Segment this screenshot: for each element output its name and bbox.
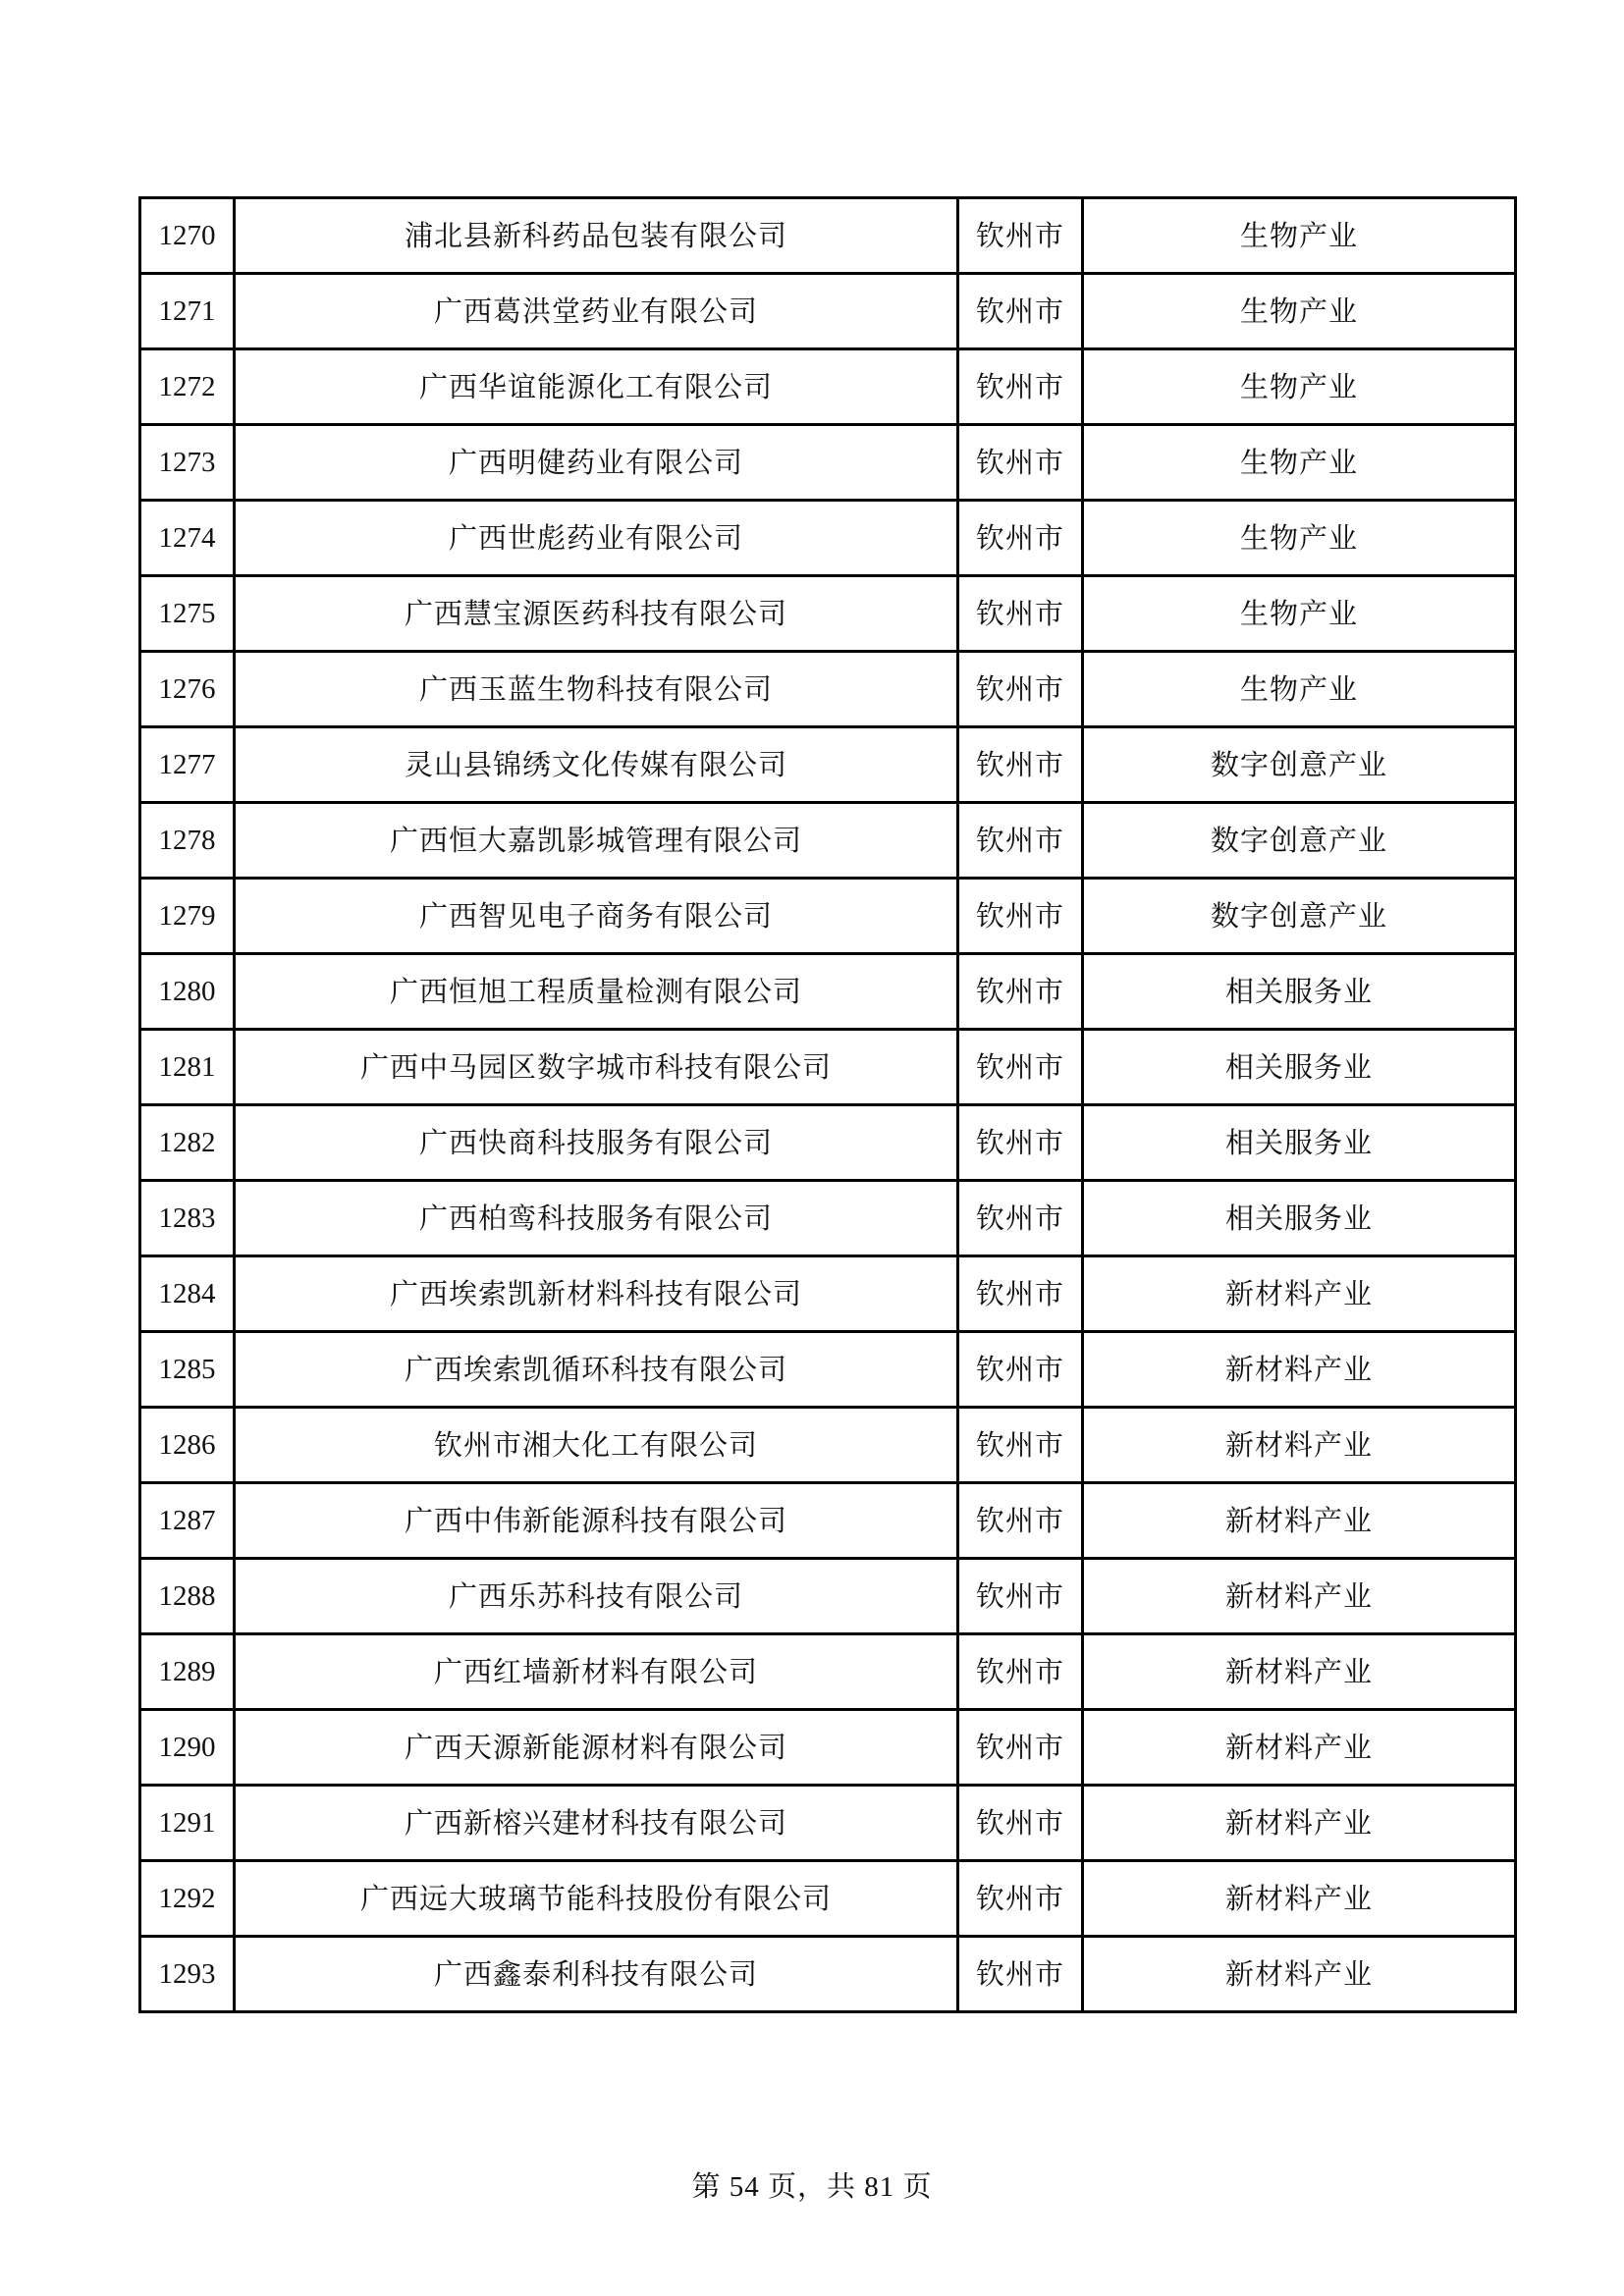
company-name: 广西天源新能源材料有限公司 [235,1710,958,1786]
city: 钦州市 [958,349,1083,425]
industry-category: 相关服务业 [1083,954,1516,1030]
company-name: 广西乐苏科技有限公司 [235,1559,958,1634]
industry-category: 生物产业 [1083,501,1516,576]
page-footer [0,2164,1624,2205]
city: 钦州市 [958,954,1083,1030]
table-row [140,1408,1516,1483]
table-row [140,274,1516,349]
row-number: 1275 [140,576,235,652]
city: 钦州市 [958,198,1083,274]
city: 钦州市 [958,652,1083,727]
row-number: 1281 [140,1030,235,1105]
company-name: 广西智见电子商务有限公司 [235,879,958,954]
table-row [140,1559,1516,1634]
city: 钦州市 [958,1861,1083,1937]
row-number: 1279 [140,879,235,954]
company-name: 广西快商科技服务有限公司 [235,1105,958,1181]
city: 钦州市 [958,1483,1083,1559]
table-row [140,879,1516,954]
table-row [140,1181,1516,1256]
industry-category: 新材料产业 [1083,1408,1516,1483]
table-row [140,954,1516,1030]
row-number: 1293 [140,1937,235,2012]
industry-category: 新材料产业 [1083,1483,1516,1559]
table-row [140,349,1516,425]
row-number: 1278 [140,803,235,879]
industry-category: 生物产业 [1083,349,1516,425]
industry-category: 新材料产业 [1083,1634,1516,1710]
city: 钦州市 [958,1332,1083,1408]
row-number: 1270 [140,198,235,274]
row-number: 1287 [140,1483,235,1559]
industry-category: 生物产业 [1083,576,1516,652]
industry-category: 新材料产业 [1083,1786,1516,1861]
company-name: 广西鑫泰利科技有限公司 [235,1937,958,2012]
company-name: 钦州市湘大化工有限公司 [235,1408,958,1483]
city: 钦州市 [958,274,1083,349]
city: 钦州市 [958,727,1083,803]
company-name: 广西华谊能源化工有限公司 [235,349,958,425]
company-name: 广西世彪药业有限公司 [235,501,958,576]
page-number-text: 第 54 页，共 81 页 [691,2171,933,2203]
city: 钦州市 [958,803,1083,879]
row-number: 1286 [140,1408,235,1483]
industry-category: 新材料产业 [1083,1256,1516,1332]
industry-category: 生物产业 [1083,198,1516,274]
industry-category: 数字创意产业 [1083,879,1516,954]
company-name: 广西恒旭工程质量检测有限公司 [235,954,958,1030]
row-number: 1282 [140,1105,235,1181]
row-number: 1291 [140,1786,235,1861]
table-row [140,1786,1516,1861]
table-row [140,1105,1516,1181]
table-row [140,727,1516,803]
table-row [140,652,1516,727]
city: 钦州市 [958,501,1083,576]
table-row [140,1483,1516,1559]
company-name: 广西慧宝源医药科技有限公司 [235,576,958,652]
industry-category: 生物产业 [1083,652,1516,727]
table-row [140,1937,1516,2012]
company-name: 广西恒大嘉凯影城管理有限公司 [235,803,958,879]
city: 钦州市 [958,1937,1083,2012]
row-number: 1271 [140,274,235,349]
row-number: 1276 [140,652,235,727]
table-row [140,198,1516,274]
row-number: 1288 [140,1559,235,1634]
industry-category: 相关服务业 [1083,1105,1516,1181]
company-name: 灵山县锦绣文化传媒有限公司 [235,727,958,803]
city: 钦州市 [958,1634,1083,1710]
table-row [140,1634,1516,1710]
industry-category: 生物产业 [1083,274,1516,349]
row-number: 1284 [140,1256,235,1332]
table-row [140,576,1516,652]
company-name: 广西红墙新材料有限公司 [235,1634,958,1710]
row-number: 1292 [140,1861,235,1937]
company-name: 广西柏鸾科技服务有限公司 [235,1181,958,1256]
city: 钦州市 [958,1181,1083,1256]
table-row [140,803,1516,879]
city: 钦州市 [958,1030,1083,1105]
industry-category: 新材料产业 [1083,1559,1516,1634]
city: 钦州市 [958,576,1083,652]
table-row [140,1030,1516,1105]
table-row [140,1710,1516,1786]
company-name: 广西中伟新能源科技有限公司 [235,1483,958,1559]
row-number: 1283 [140,1181,235,1256]
company-name: 广西明健药业有限公司 [235,425,958,501]
enterprise-table-body [140,198,1516,2012]
industry-category: 新材料产业 [1083,1937,1516,2012]
company-name: 广西新榕兴建材科技有限公司 [235,1786,958,1861]
company-name: 广西中马园区数字城市科技有限公司 [235,1030,958,1105]
table-row [140,1861,1516,1937]
table-row [140,1256,1516,1332]
city: 钦州市 [958,1710,1083,1786]
city: 钦州市 [958,1559,1083,1634]
industry-category: 新材料产业 [1083,1332,1516,1408]
company-name: 广西葛洪堂药业有限公司 [235,274,958,349]
row-number: 1273 [140,425,235,501]
enterprise-table [138,196,1517,2013]
industry-category: 新材料产业 [1083,1861,1516,1937]
company-name: 广西远大玻璃节能科技股份有限公司 [235,1861,958,1937]
table-row [140,425,1516,501]
industry-category: 相关服务业 [1083,1030,1516,1105]
row-number: 1272 [140,349,235,425]
company-name: 广西埃索凯新材料科技有限公司 [235,1256,958,1332]
company-name: 浦北县新科药品包装有限公司 [235,198,958,274]
city: 钦州市 [958,1105,1083,1181]
row-number: 1290 [140,1710,235,1786]
industry-category: 数字创意产业 [1083,727,1516,803]
row-number: 1289 [140,1634,235,1710]
industry-category: 数字创意产业 [1083,803,1516,879]
table-row [140,501,1516,576]
row-number: 1274 [140,501,235,576]
city: 钦州市 [958,1256,1083,1332]
industry-category: 新材料产业 [1083,1710,1516,1786]
row-number: 1280 [140,954,235,1030]
city: 钦州市 [958,1408,1083,1483]
company-name: 广西玉蓝生物科技有限公司 [235,652,958,727]
city: 钦州市 [958,879,1083,954]
table-row [140,1332,1516,1408]
company-name: 广西埃索凯循环科技有限公司 [235,1332,958,1408]
industry-category: 生物产业 [1083,425,1516,501]
industry-category: 相关服务业 [1083,1181,1516,1256]
city: 钦州市 [958,425,1083,501]
city: 钦州市 [958,1786,1083,1861]
row-number: 1277 [140,727,235,803]
row-number: 1285 [140,1332,235,1408]
